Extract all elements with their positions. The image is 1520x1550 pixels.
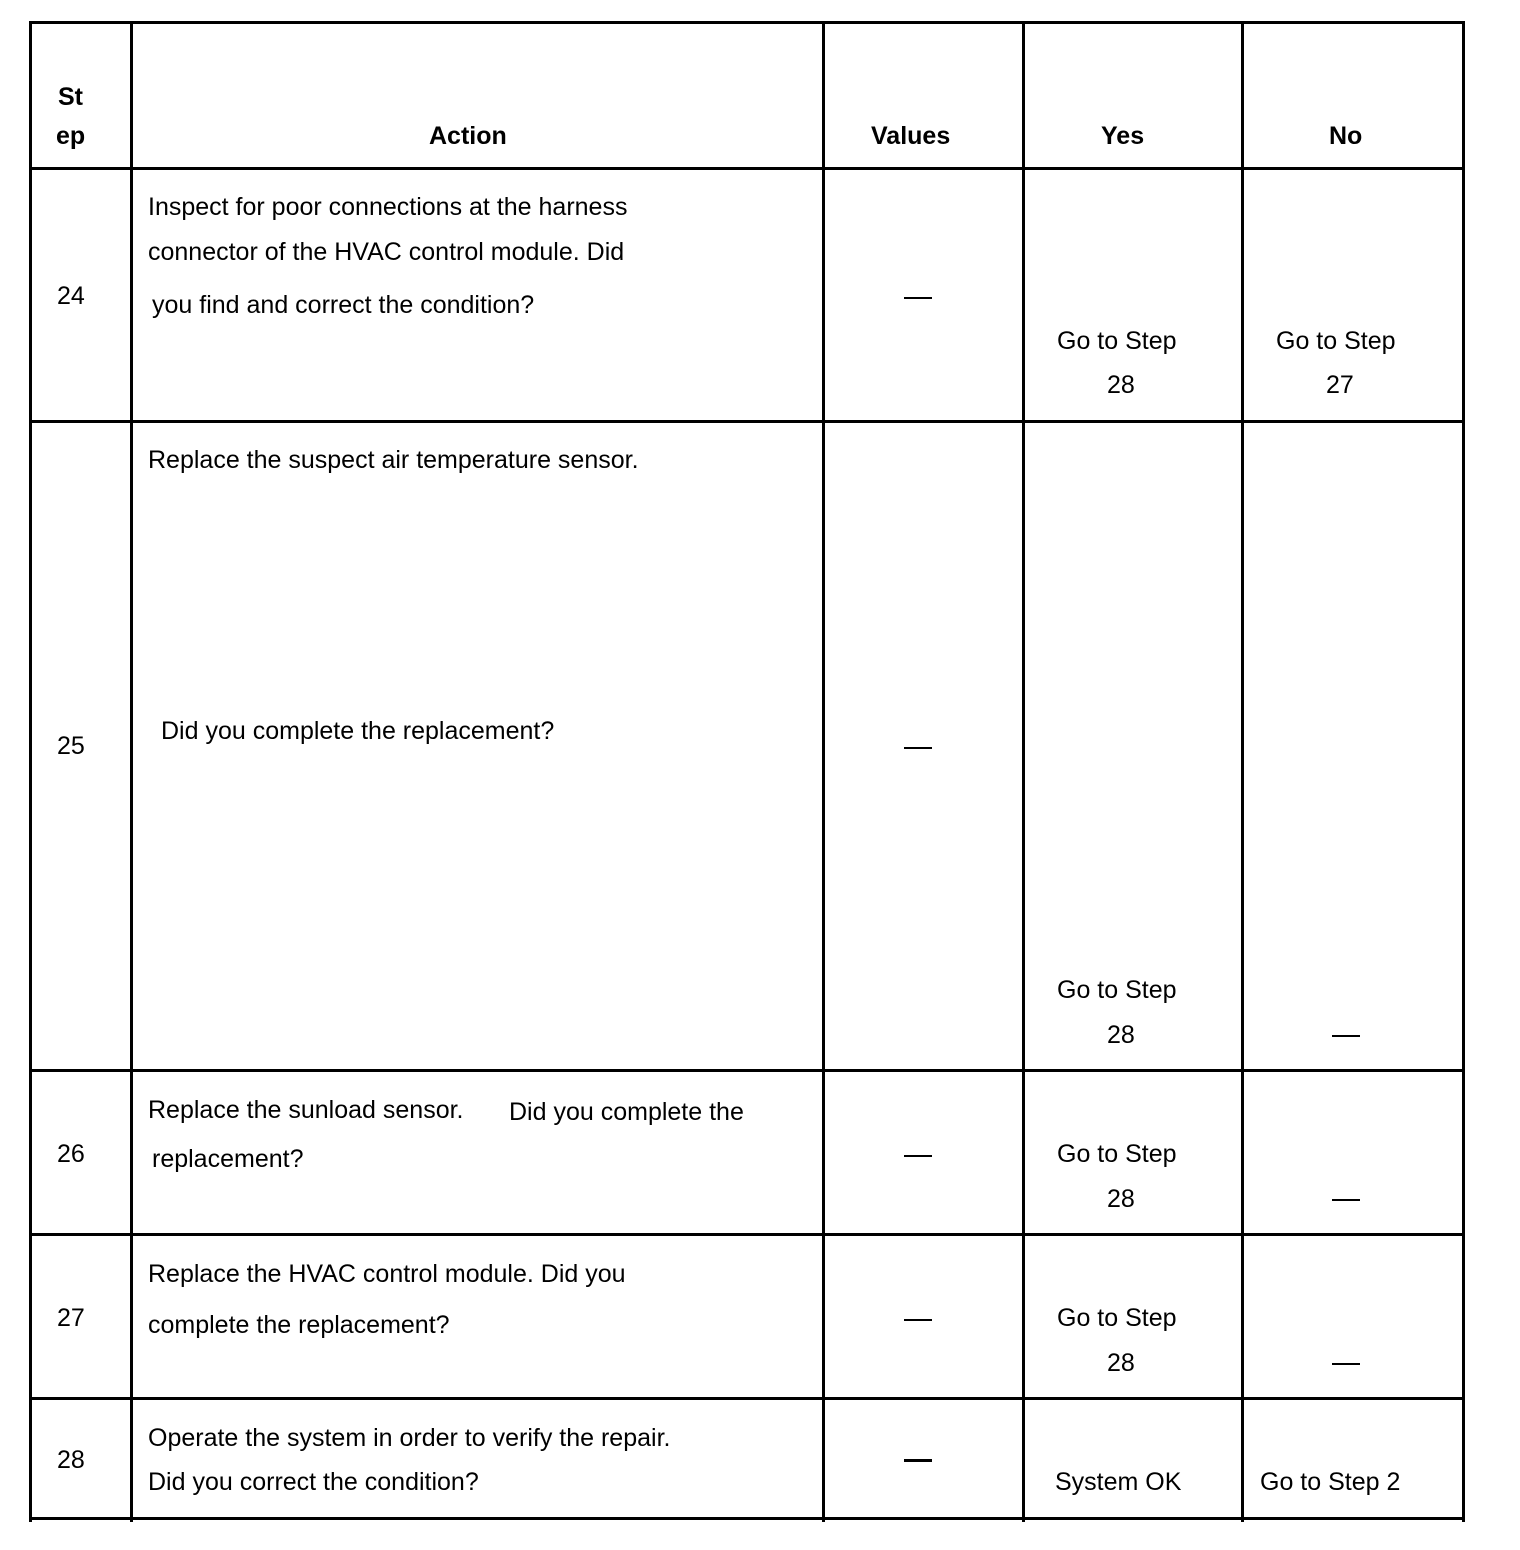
column-divider	[1241, 22, 1244, 1522]
step-number: 25	[57, 732, 85, 760]
header-no: No	[1329, 122, 1363, 150]
yes-result: Go to Step	[1057, 1304, 1177, 1332]
row-divider	[29, 1069, 1465, 1072]
yes-result: Go to Step	[1057, 327, 1177, 355]
yes-result: Go to Step	[1057, 976, 1177, 1004]
no-result: Go to Step	[1276, 327, 1396, 355]
column-divider	[130, 22, 133, 1522]
yes-result: 28	[1107, 371, 1135, 399]
header-divider	[29, 167, 1465, 170]
action-text: Did you complete the replacement?	[161, 717, 555, 745]
yes-result: System OK	[1055, 1468, 1182, 1496]
table-border-bottom	[29, 1517, 1465, 1520]
row-divider	[29, 1397, 1465, 1400]
action-text: Replace the sunload sensor.	[148, 1096, 464, 1124]
step-number: 26	[57, 1140, 85, 1168]
values-dash	[904, 747, 932, 749]
action-text: Did you complete the	[509, 1098, 744, 1126]
action-text: Replace the suspect air temperature sensor.	[148, 446, 639, 474]
step-number: 28	[57, 1446, 85, 1474]
header-values: Values	[871, 122, 951, 150]
action-text: complete the replacement?	[148, 1311, 450, 1339]
table-border-right	[1462, 22, 1465, 1522]
values-dash	[904, 1319, 932, 1321]
step-number: 24	[57, 282, 85, 310]
row-divider	[29, 1233, 1465, 1236]
table-border-top	[29, 21, 1465, 24]
row-divider	[29, 420, 1465, 423]
column-divider	[1022, 22, 1025, 1522]
values-dash	[904, 297, 932, 299]
header-step-line1: St	[58, 83, 83, 111]
column-divider	[822, 22, 825, 1522]
action-text: replacement?	[152, 1145, 304, 1173]
action-text: connector of the HVAC control module. Did	[148, 238, 625, 266]
table-border-left	[29, 22, 32, 1522]
yes-result: Go to Step	[1057, 1140, 1177, 1168]
header-action: Action	[429, 122, 507, 150]
yes-result: 28	[1107, 1021, 1135, 1049]
action-text: Did you correct the condition?	[148, 1468, 479, 1496]
values-dash	[904, 1155, 932, 1157]
step-number: 27	[57, 1304, 85, 1332]
values-dash	[904, 1459, 932, 1462]
yes-result: 28	[1107, 1185, 1135, 1213]
action-text: Operate the system in order to verify the repair.	[148, 1424, 671, 1452]
header-yes: Yes	[1101, 122, 1145, 150]
no-dash	[1332, 1363, 1360, 1365]
no-result: 27	[1326, 371, 1354, 399]
yes-result: 28	[1107, 1349, 1135, 1377]
no-result: Go to Step 2	[1260, 1468, 1401, 1496]
no-dash	[1332, 1199, 1360, 1201]
no-dash	[1332, 1035, 1360, 1037]
action-text: Replace the HVAC control module. Did you	[148, 1260, 626, 1288]
header-step-line2: ep	[56, 122, 86, 150]
action-text: you find and correct the condition?	[152, 291, 535, 319]
action-text: Inspect for poor connections at the harness	[148, 193, 628, 221]
